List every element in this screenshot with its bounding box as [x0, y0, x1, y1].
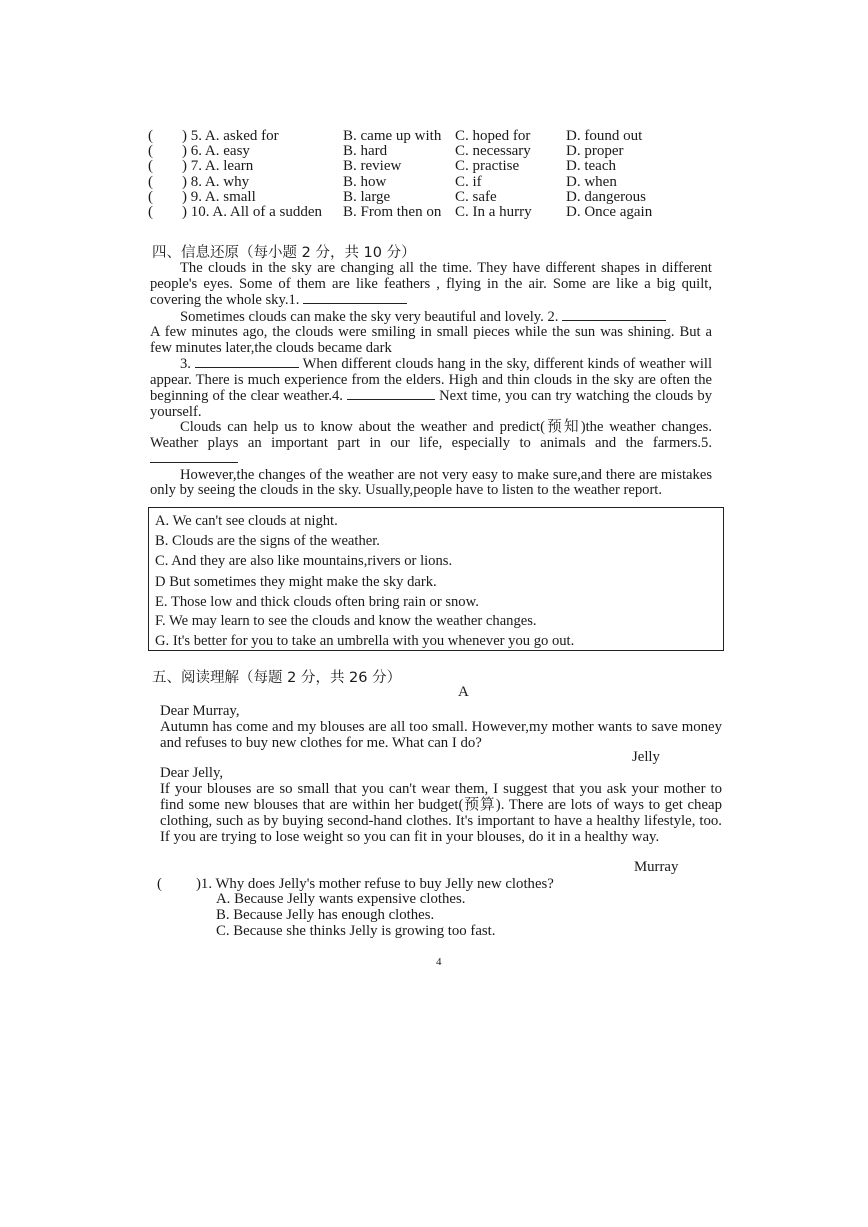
cloze-option-d: D. when — [566, 173, 617, 190]
answer-paren[interactable]: ( — [148, 203, 153, 220]
letter-2 — [160, 765, 722, 845]
paragraph-2: Sometimes clouds can make the sky very beautiful and lovely. 2. — [150, 309, 712, 326]
answer-paren[interactable]: ( — [157, 876, 162, 892]
cloze-option-d: D. teach — [566, 158, 616, 175]
option-c: C. And they are also like mountains,rivers or lions. — [155, 553, 453, 569]
cloze-option-c: C. if — [455, 173, 482, 190]
options-box — [148, 507, 724, 651]
cloze-row — [148, 190, 708, 205]
paragraph-5: However,the changes of the weather are not very easy to make sure,and there are mistakes only by seeing the clouds in the sky. Usually,people have to listen to the weather report. — [150, 466, 712, 498]
option-d: D But sometimes they might make the sky dark. — [155, 574, 437, 590]
choice-c: C. Because she thinks Jelly is growing too fast. — [216, 923, 496, 939]
cloze-option-b: B. large — [343, 188, 391, 205]
cloze-option-b: B. how — [343, 173, 387, 190]
option-f: F. We may learn to see the clouds and know the weather changes. — [155, 613, 537, 629]
cloze-option-c: C. practise — [455, 158, 520, 175]
salutation-2: Dear Jelly, — [160, 765, 224, 781]
answer-blank-4[interactable] — [347, 388, 435, 400]
choice-b: B. Because Jelly has enough clothes. — [216, 907, 435, 923]
cloze-option-b: B. review — [343, 158, 402, 175]
section4-passage — [150, 261, 712, 499]
signature-murray: Murray — [634, 859, 679, 875]
option-g: G. It's better for you to take an umbrella with you whenever you go out. — [155, 633, 575, 649]
cloze-option-num: ) 9. A. small — [182, 188, 256, 205]
cloze-option-b: B. hard — [343, 143, 388, 160]
cloze-option-d: D. Once again — [566, 203, 653, 220]
cloze-row — [148, 175, 708, 190]
cloze-option-num: ) 7. A. learn — [182, 158, 254, 175]
question-1-text: )1. Why does Jelly's mother refuse to buy Jelly new clothes? — [196, 876, 554, 892]
option-b: B. Clouds are the signs of the weather. — [155, 533, 380, 549]
cloze-option-c: C. In a hurry — [455, 203, 532, 220]
answer-blank-1[interactable] — [303, 292, 407, 304]
paragraph-2b: A few minutes ago, the clouds were smiling in small pieces while the sun was shining. But a few minutes later,the clouds became dark — [150, 324, 712, 356]
answer-paren[interactable]: ( — [148, 128, 153, 144]
answer-blank-3[interactable] — [195, 356, 299, 368]
answer-paren[interactable]: ( — [148, 143, 153, 160]
cloze-option-c: C. safe — [455, 188, 497, 205]
option-a: A. We can't see clouds at night. — [155, 513, 338, 529]
cloze-option-num: ) 5. A. asked for — [182, 128, 279, 144]
part-label: A — [458, 684, 469, 700]
cloze-option-num: ) 10. A. All of a sudden — [182, 203, 322, 220]
section4-heading: 四、信息还原（每小题 2 分，共 10 分） — [152, 245, 416, 261]
cloze-option-b: B. came up with — [343, 128, 442, 144]
paragraph-3: 3. When different clouds hang in the sky, different kinds of weather will appear. There is much experience from the elders. High and thin clouds in the sky are often the beginning of the clear weather.4. Next time, you can try watching the clouds by yourself. — [150, 356, 713, 420]
paragraph-4: Clouds can help us to know about the weather and predict(预知)the weather changes. Weather plays an important part in our life, especially to animals and the farmers.5. — [150, 420, 712, 468]
salutation-1: Dear Murray, — [160, 703, 240, 719]
paragraph-1: The clouds in the sky are changing all the time. They have different shapes in different people's eyes. Some of them are like feathers , flying in the air. Some are like a big quilt, covering the whole sky.1. — [150, 260, 712, 308]
cloze-option-num: ) 6. A. easy — [182, 143, 250, 160]
letter-1-body: Autumn has come and my blouses are all too small. However,my mother wants to save money and refuses to buy new clothes for me. What can I do? — [160, 719, 722, 751]
cloze-option-c: C. necessary — [455, 143, 531, 160]
cloze-options — [148, 129, 708, 220]
cloze-row — [148, 129, 708, 144]
cloze-option-d: D. found out — [566, 128, 643, 144]
answer-blank-2[interactable] — [562, 309, 666, 321]
answer-paren[interactable]: ( — [148, 158, 153, 175]
letter-1 — [160, 703, 722, 751]
signature-jelly: Jelly — [632, 749, 660, 765]
answer-paren[interactable]: ( — [148, 188, 153, 205]
cloze-row — [148, 205, 708, 220]
cloze-option-num: ) 8. A. why — [182, 173, 250, 190]
cloze-option-b: B. From then on — [343, 203, 442, 220]
letter-2-body: If your blouses are so small that you can't wear them, I suggest that you ask your mother to find some new blouses that are within her budget(预算). There are lots of ways to get cheap clothing, such as by buying second-hand clothes. It's important to have a healthy lifestyle, too. If you are trying to lose weight so you can fit in your blouses, do it in a healthy way. — [160, 781, 722, 845]
cloze-option-d: D. dangerous — [566, 188, 646, 205]
page-number: 4 — [436, 956, 442, 968]
choice-a: A. Because Jelly wants expensive clothes. — [216, 891, 466, 907]
section5-heading: 五、阅读理解（每题 2 分，共 26 分） — [152, 670, 402, 686]
cloze-option-d: D. proper — [566, 143, 624, 160]
cloze-option-c: C. hoped for — [455, 128, 531, 144]
cloze-row — [148, 159, 708, 174]
answer-blank-5[interactable] — [150, 451, 238, 463]
answer-paren[interactable]: ( — [148, 173, 153, 190]
cloze-row — [148, 144, 708, 159]
option-e: E. Those low and thick clouds often bring rain or snow. — [155, 594, 479, 610]
